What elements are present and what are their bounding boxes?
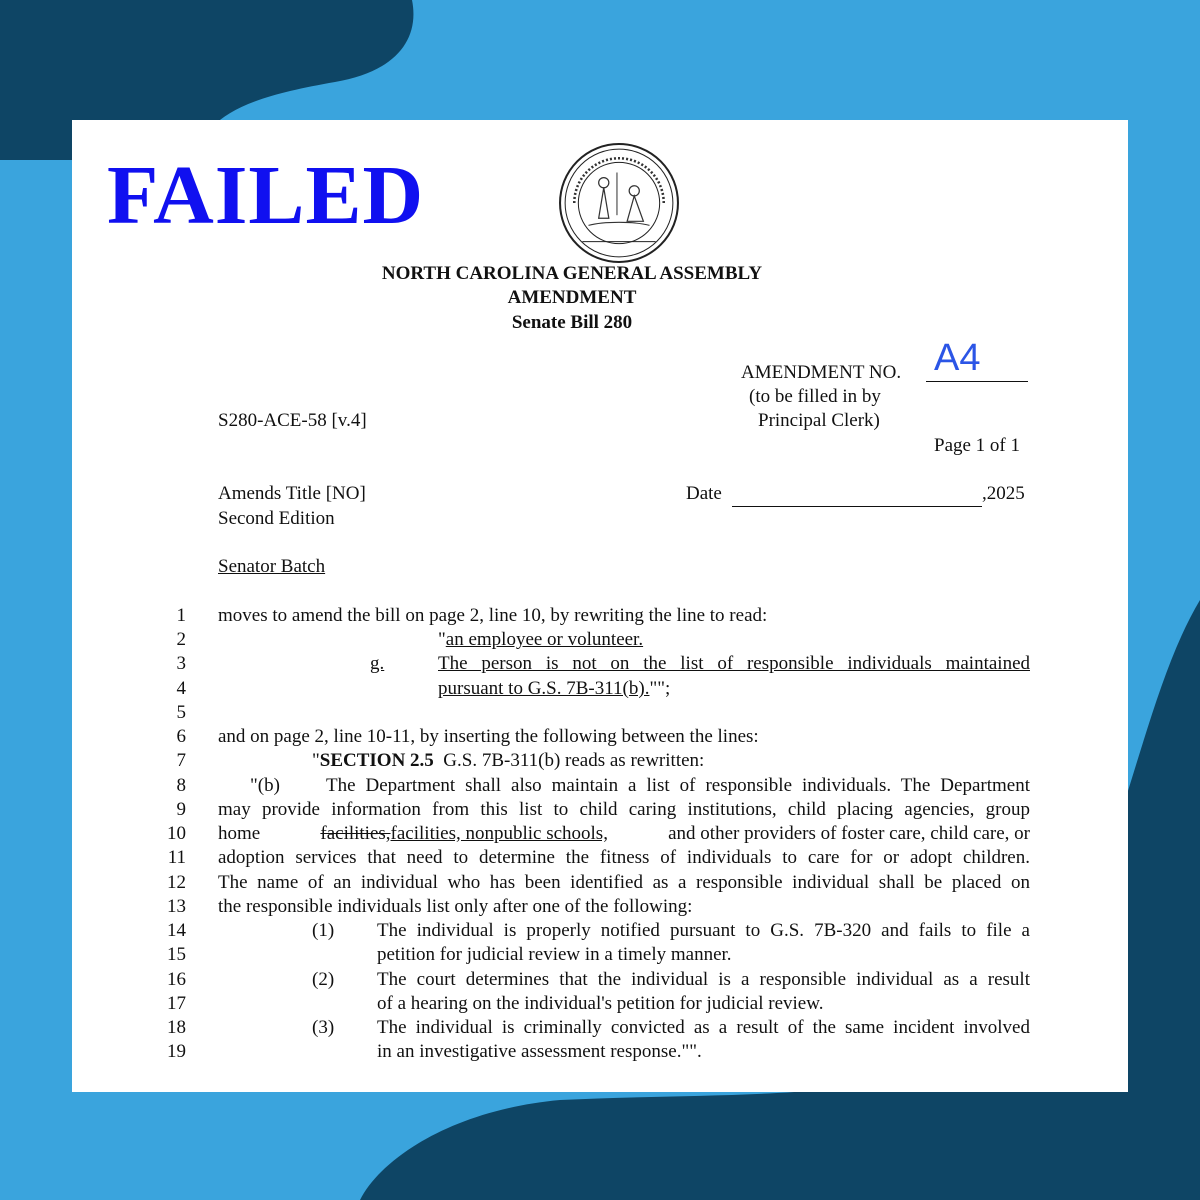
line-number: 5 — [176, 702, 186, 723]
page-count: Page 1 of 1 — [934, 435, 1021, 456]
section-heading: SECTION 2.5 — [319, 750, 434, 771]
line-number: 19 — [167, 1041, 186, 1062]
line-number: 17 — [167, 993, 186, 1014]
date-blank-line — [732, 506, 982, 507]
amendment-number-handwritten: A4 — [934, 337, 981, 379]
body-line-7 — [312, 750, 704, 772]
list-item-1-line-1: The individual is properly notified pursuant to G.S. 7B-320 and fails to file a — [377, 920, 1030, 941]
date-year: ,2025 — [982, 483, 1025, 504]
list-marker: (3) — [312, 1017, 335, 1038]
line-number: 10 — [167, 823, 186, 844]
text: and other providers of foster care, child care, or — [668, 823, 1030, 844]
body-line-4 — [438, 678, 670, 700]
body-line-3: The person is not on the list of responsible individuals maintained — [438, 653, 1030, 674]
list-item-2-line-2: of a hearing on the individual's petition for judicial review. — [377, 993, 824, 1014]
amendment-note-line1: (to be filled in by — [749, 386, 881, 407]
inserted-text: pursuant to G.S. 7B-311(b). — [438, 678, 650, 699]
document-code: S280-ACE-58 [v.4] — [218, 410, 367, 431]
subsection-marker: "(b) — [250, 775, 280, 796]
list-item-3-line-2: in an investigative assessment response."". — [377, 1041, 702, 1062]
list-marker: (2) — [312, 969, 335, 990]
line-number: 6 — [176, 726, 186, 747]
line-number: 15 — [167, 944, 186, 965]
line-number: 14 — [167, 920, 186, 941]
amends-title: Amends Title [NO] — [218, 483, 366, 504]
closing-quotes: ""; — [649, 678, 671, 699]
line-number: 3 — [176, 653, 186, 674]
body-line-11: adoption services that need to determine the fitness of individuals to care for or adopt children. — [218, 847, 1030, 868]
line-number: 2 — [176, 629, 186, 650]
sponsor: Senator Batch — [218, 556, 326, 577]
line-number: 1 — [176, 605, 186, 626]
list-item-2-line-1: The court determines that the individual is a responsible individual as a result — [377, 969, 1030, 990]
subdivision-marker: g. — [370, 653, 385, 674]
line-number: 7 — [176, 750, 186, 771]
inserted-text: facilities, nonpublic schools, — [390, 823, 608, 844]
body-line-10 — [218, 823, 1030, 845]
text: home — [218, 823, 261, 844]
amendment-number-label: AMENDMENT NO. — [741, 362, 902, 383]
list-item-1-line-2: petition for judicial review in a timely manner. — [377, 944, 732, 965]
amended-phrase — [320, 823, 608, 845]
line-number: 18 — [167, 1017, 186, 1038]
line-number: 8 — [176, 775, 186, 796]
inserted-text: an employee or volunteer. — [445, 629, 644, 650]
list-marker: (1) — [312, 920, 335, 941]
line-number: 16 — [167, 969, 186, 990]
body-line-13: the responsible individuals list only after one of the following: — [218, 896, 693, 917]
edition: Second Edition — [218, 508, 335, 529]
amendment-heading: AMENDMENT — [507, 287, 637, 308]
line-number: 11 — [167, 847, 186, 868]
date-label: Date — [686, 483, 722, 504]
line-number: 12 — [167, 872, 186, 893]
body-line-9: may provide information from this list to child caring institutions, child placing agencies, group — [218, 799, 1030, 820]
body-line-6: and on page 2, line 10-11, by inserting the following between the lines: — [218, 726, 759, 747]
line-number: 13 — [167, 896, 186, 917]
line-number: 4 — [176, 678, 186, 699]
failed-stamp: FAILED — [107, 149, 425, 242]
section-text: G.S. 7B-311(b) reads as rewritten: — [443, 750, 705, 771]
line-number: 9 — [176, 799, 186, 820]
amendment-note-line2: Principal Clerk) — [758, 410, 880, 431]
body-line-8: The Department shall also maintain a list of responsible individuals. The Department — [326, 775, 1030, 796]
list-item-3-line-1: The individual is criminally convicted as a result of the same incident involved — [377, 1017, 1030, 1038]
state-seal-icon — [558, 142, 680, 264]
body-line-2 — [438, 629, 643, 651]
struck-text: facilities, — [320, 823, 391, 844]
bill-heading: Senate Bill 280 — [511, 312, 633, 333]
body-line-1: moves to amend the bill on page 2, line 10, by rewriting the line to read: — [218, 605, 768, 626]
amendment-document-page — [72, 120, 1128, 1092]
assembly-heading: NORTH CAROLINA GENERAL ASSEMBLY — [381, 263, 763, 284]
body-line-12: The name of an individual who has been identified as a responsible individual shall be placed on — [218, 872, 1030, 893]
amendment-number-underline — [926, 381, 1028, 382]
open-quote: " — [312, 750, 320, 771]
open-quote: " — [438, 629, 446, 650]
